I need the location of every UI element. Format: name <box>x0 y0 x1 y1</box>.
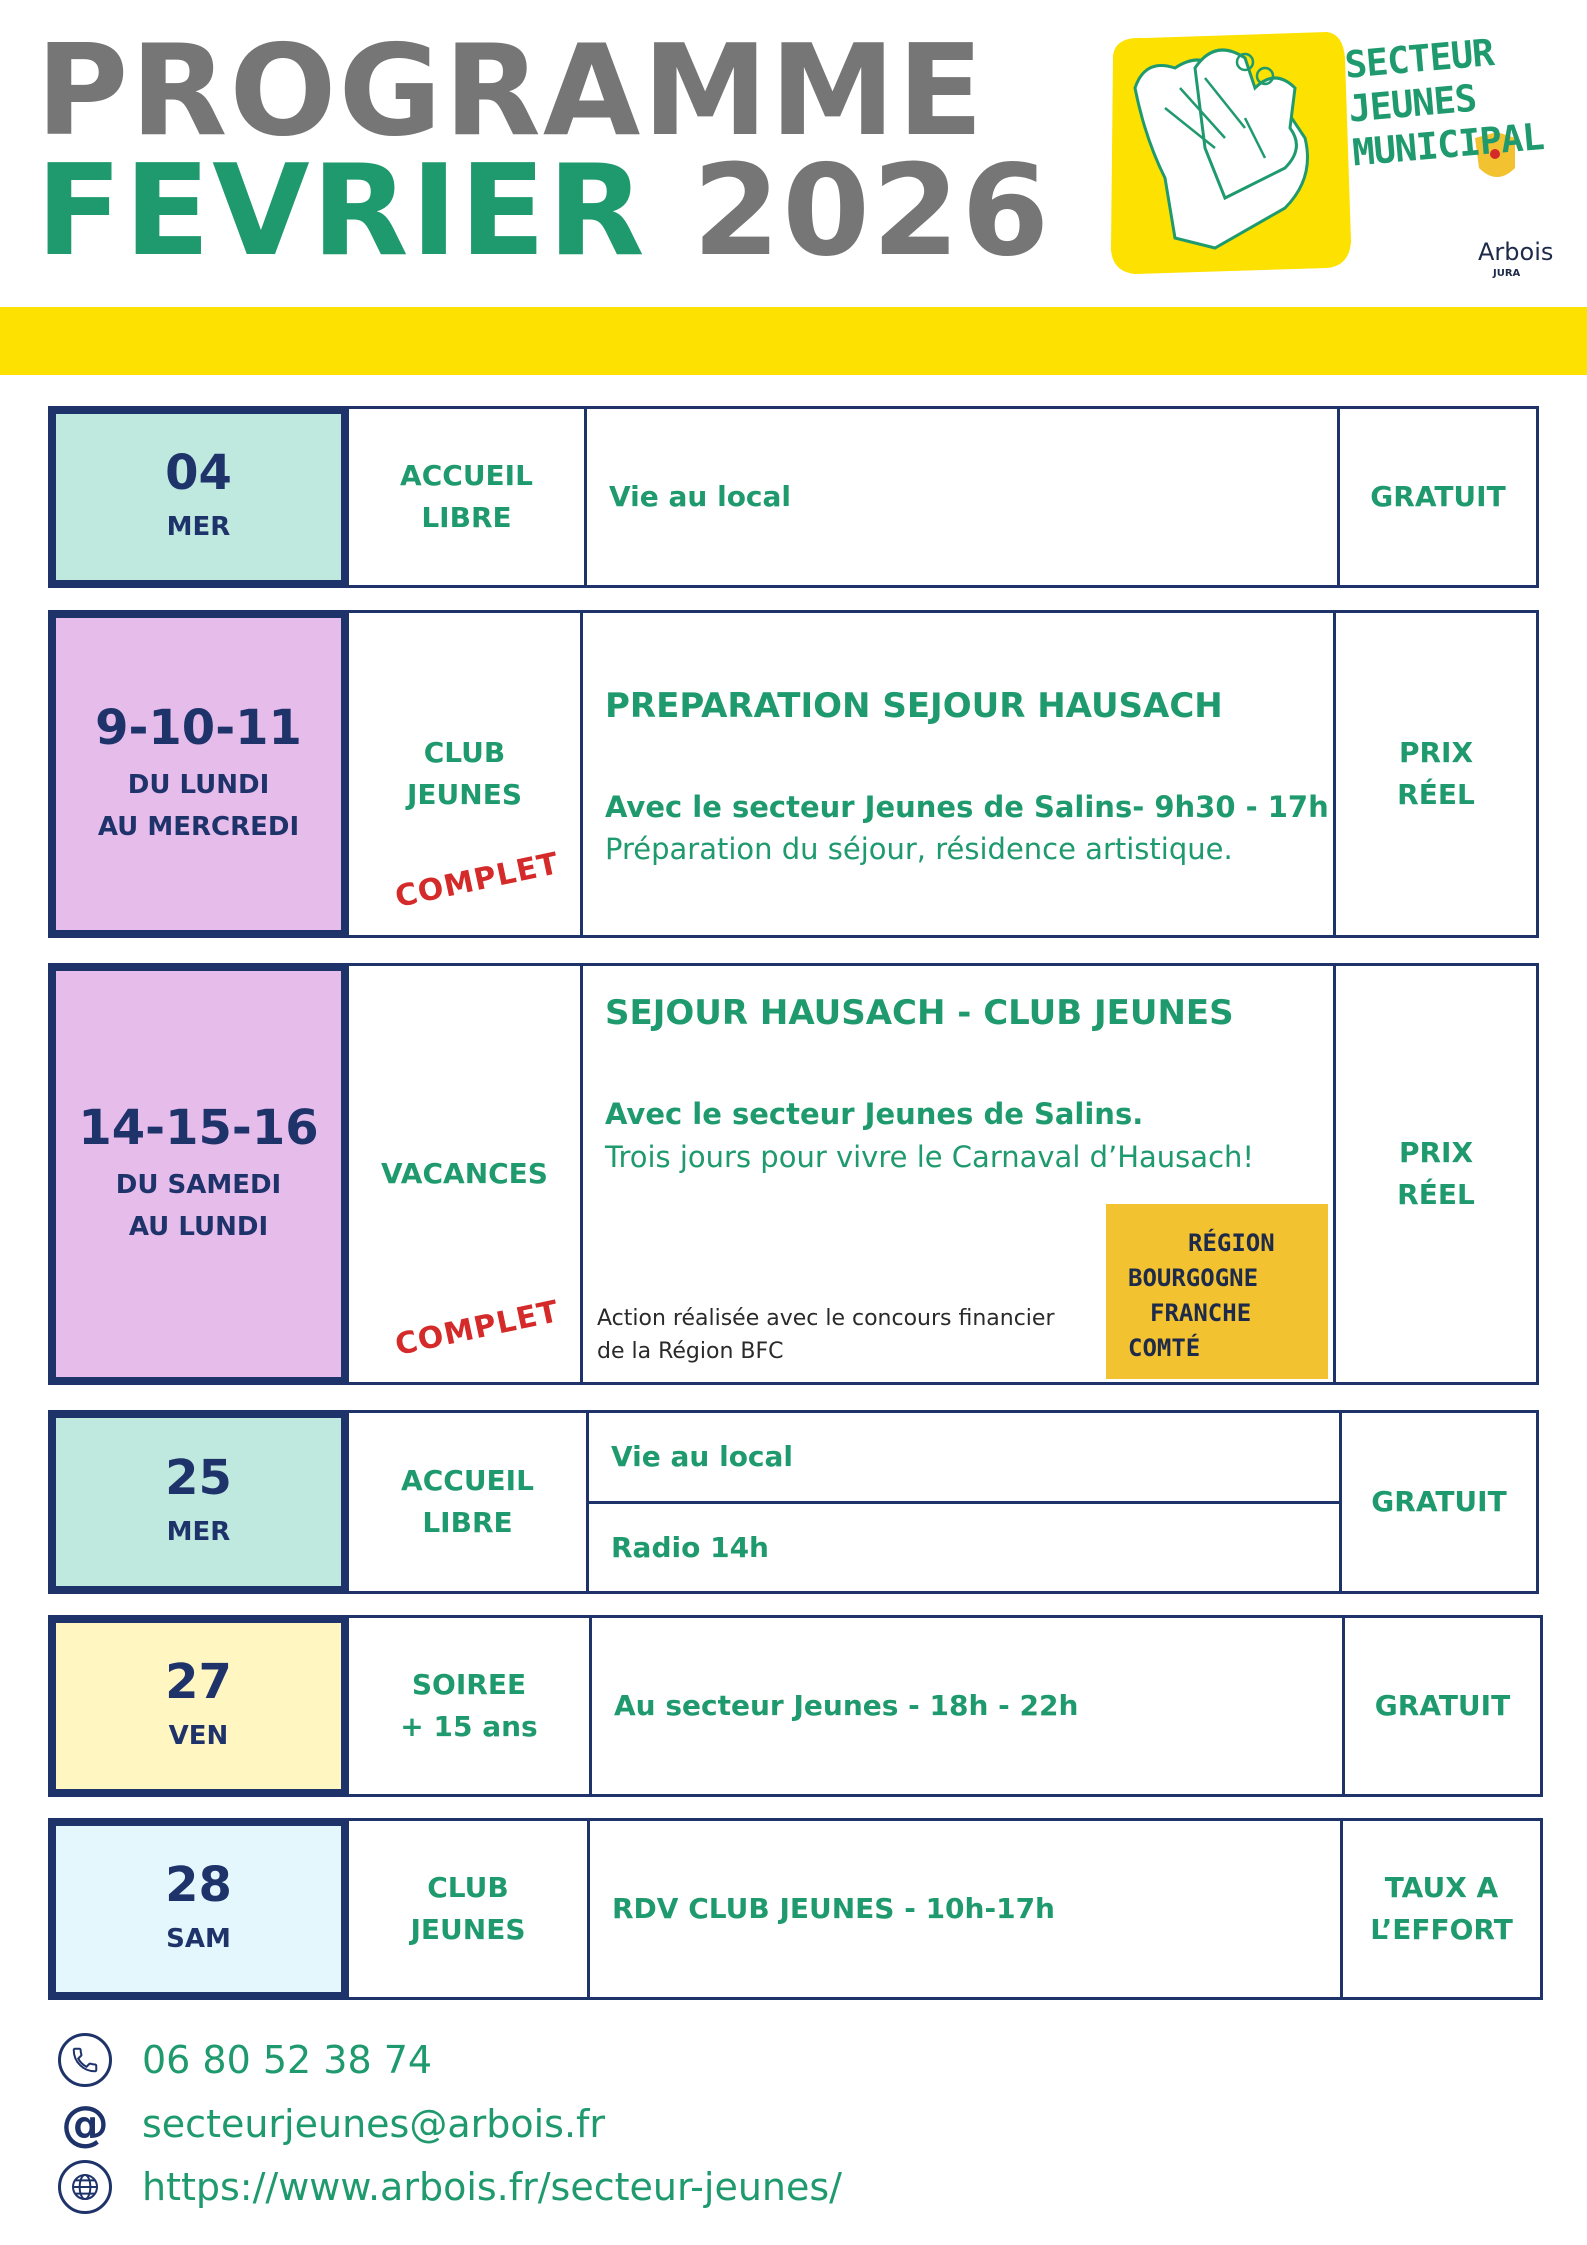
complet-stamp: COMPLET <box>392 846 563 915</box>
date-number: 25 <box>165 1450 232 1507</box>
price-cell <box>1340 409 1536 585</box>
event-note: Préparation du séjour, résidence artistique. <box>605 832 1233 866</box>
title-month-year <box>36 137 1052 284</box>
date-day-line: AU MERCREDI <box>97 811 300 842</box>
yellow-divider-band <box>0 307 1587 375</box>
date-box <box>48 1818 349 2000</box>
category-cell <box>349 1618 589 1794</box>
category-line: + 15 ans <box>400 1710 538 1743</box>
title-month: FEVRIER <box>36 137 647 284</box>
schedule-row-9-10-11 <box>48 610 1539 938</box>
description-cell <box>580 966 1336 1382</box>
row-cells <box>349 963 1539 1385</box>
price-text: GRATUIT <box>1371 1485 1507 1518</box>
category-line: SOIREE <box>411 1668 527 1701</box>
date-number: 28 <box>165 1857 232 1914</box>
event-line: Avec le secteur Jeunes de Salins. <box>605 1097 1144 1131</box>
event-line: Avec le secteur Jeunes de Salins- 9h30 - 17h <box>605 790 1329 824</box>
description-subcell <box>589 1413 1339 1504</box>
contact-website <box>58 2160 842 2214</box>
logo-jura: JURA <box>1493 268 1521 279</box>
price-text: TAUX A <box>1384 1871 1499 1904</box>
logo-line3: MUNICIPAL <box>1350 114 1546 175</box>
category-line: JEUNES <box>406 778 522 811</box>
logo-city: Arbois <box>1478 238 1554 266</box>
description-text: RDV CLUB JEUNES - 10h-17h <box>612 1892 1055 1925</box>
price-cell <box>1336 613 1536 935</box>
event-title: PREPARATION SEJOUR HAUSACH <box>605 686 1223 726</box>
price-cell <box>1345 1618 1540 1794</box>
description-cell <box>587 1821 1343 1997</box>
date-day-line: AU LUNDI <box>128 1211 269 1242</box>
contact-phone <box>58 2033 432 2087</box>
region-logo-line: BOURGOGNE <box>1128 1264 1259 1292</box>
logo-line2: JEUNES <box>1346 76 1478 131</box>
price-cell <box>1336 966 1536 1382</box>
event-note: Trois jours pour vivre le Carnaval d’Hausach! <box>605 1140 1255 1174</box>
phone-link[interactable]: 06 80 52 38 74 <box>142 2038 433 2082</box>
event-title: SEJOUR HAUSACH - CLUB JEUNES <box>605 993 1234 1033</box>
row-cells <box>349 1410 1539 1594</box>
date-day: SAM <box>166 1924 231 1954</box>
description-cell <box>584 409 1340 585</box>
title-programme: PROGRAMME <box>36 17 986 164</box>
description-cell <box>586 1413 1342 1591</box>
logo-text <box>1343 24 1584 176</box>
region-bfc-logo <box>1106 1204 1328 1379</box>
funding-line: de la Région BFC <box>597 1339 784 1364</box>
category-line: LIBRE <box>421 501 512 534</box>
description-subcell <box>589 1504 1339 1591</box>
price-cell <box>1342 1413 1536 1591</box>
date-number: 14-15-16 <box>78 1099 319 1156</box>
description-text: Vie au local <box>609 480 792 513</box>
date-day-line: DU LUNDI <box>127 770 270 801</box>
row-cells <box>349 1615 1543 1797</box>
funding-note <box>597 1302 1055 1368</box>
description-text: Au secteur Jeunes - 18h - 22h <box>614 1689 1079 1722</box>
description-text: Radio 14h <box>611 1530 769 1564</box>
date-number: 27 <box>165 1654 232 1711</box>
date-day: MER <box>166 512 231 542</box>
date-day: MER <box>166 1517 231 1547</box>
category-line: CLUB <box>427 1871 509 1904</box>
schedule-row-27 <box>48 1615 1539 1797</box>
schedule-row-04 <box>48 406 1539 588</box>
website-link[interactable]: https://www.arbois.fr/secteur-jeunes/ <box>142 2165 842 2209</box>
category-line: ACCUEIL <box>401 1464 534 1497</box>
title-year: 2026 <box>692 137 1052 284</box>
price-text: PRIX <box>1398 736 1474 769</box>
category-line: JEUNES <box>410 1913 526 1946</box>
schedule-row-25 <box>48 1410 1539 1594</box>
category-line: VACANCES <box>381 1157 548 1190</box>
date-box <box>48 406 349 588</box>
description-cell <box>589 1618 1345 1794</box>
category-cell <box>349 1821 587 1997</box>
phone-icon <box>58 2033 112 2087</box>
date-box <box>48 963 349 1385</box>
price-text: RÉEL <box>1397 778 1475 811</box>
schedule-row-14-15-16 <box>48 963 1539 1385</box>
price-text: PRIX <box>1398 1136 1474 1169</box>
globe-icon <box>58 2160 112 2214</box>
date-number: 04 <box>165 445 232 502</box>
date-box <box>48 1410 349 1594</box>
row-cells <box>349 610 1539 938</box>
contact-email <box>58 2097 605 2151</box>
category-cell <box>349 1413 586 1591</box>
date-box <box>48 1615 349 1797</box>
price-text: GRATUIT <box>1370 480 1506 513</box>
region-logo-line: RÉGION <box>1188 1229 1275 1257</box>
region-logo-line: COMTÉ <box>1128 1334 1201 1362</box>
description-cell <box>580 613 1336 935</box>
region-logo-line: FRANCHE <box>1150 1299 1252 1327</box>
date-day-line: DU SAMEDI <box>115 1170 282 1201</box>
price-text: GRATUIT <box>1374 1689 1511 1722</box>
description-text: Vie au local <box>611 1440 794 1473</box>
date-box <box>48 610 349 938</box>
schedule-row-28 <box>48 1818 1539 2000</box>
complet-stamp: COMPLET <box>392 1294 563 1363</box>
category-line: ACCUEIL <box>400 459 533 492</box>
row-cells <box>349 406 1539 588</box>
price-text: L’EFFORT <box>1370 1913 1513 1946</box>
date-day: VEN <box>168 1721 229 1751</box>
category-line: CLUB <box>423 736 506 769</box>
row-cells <box>349 1818 1543 2000</box>
at-icon: @ <box>61 2096 109 2152</box>
price-text: RÉEL <box>1397 1178 1475 1211</box>
category-cell <box>349 409 584 585</box>
category-line: LIBRE <box>422 1506 513 1539</box>
email-link[interactable]: secteurjeunes@arbois.fr <box>142 2102 606 2146</box>
date-number: 9-10-11 <box>95 699 302 756</box>
price-cell <box>1343 1821 1540 1997</box>
logo-line1: SECTEUR <box>1343 31 1496 87</box>
funding-line: Action réalisée avec le concours financier <box>597 1306 1055 1331</box>
